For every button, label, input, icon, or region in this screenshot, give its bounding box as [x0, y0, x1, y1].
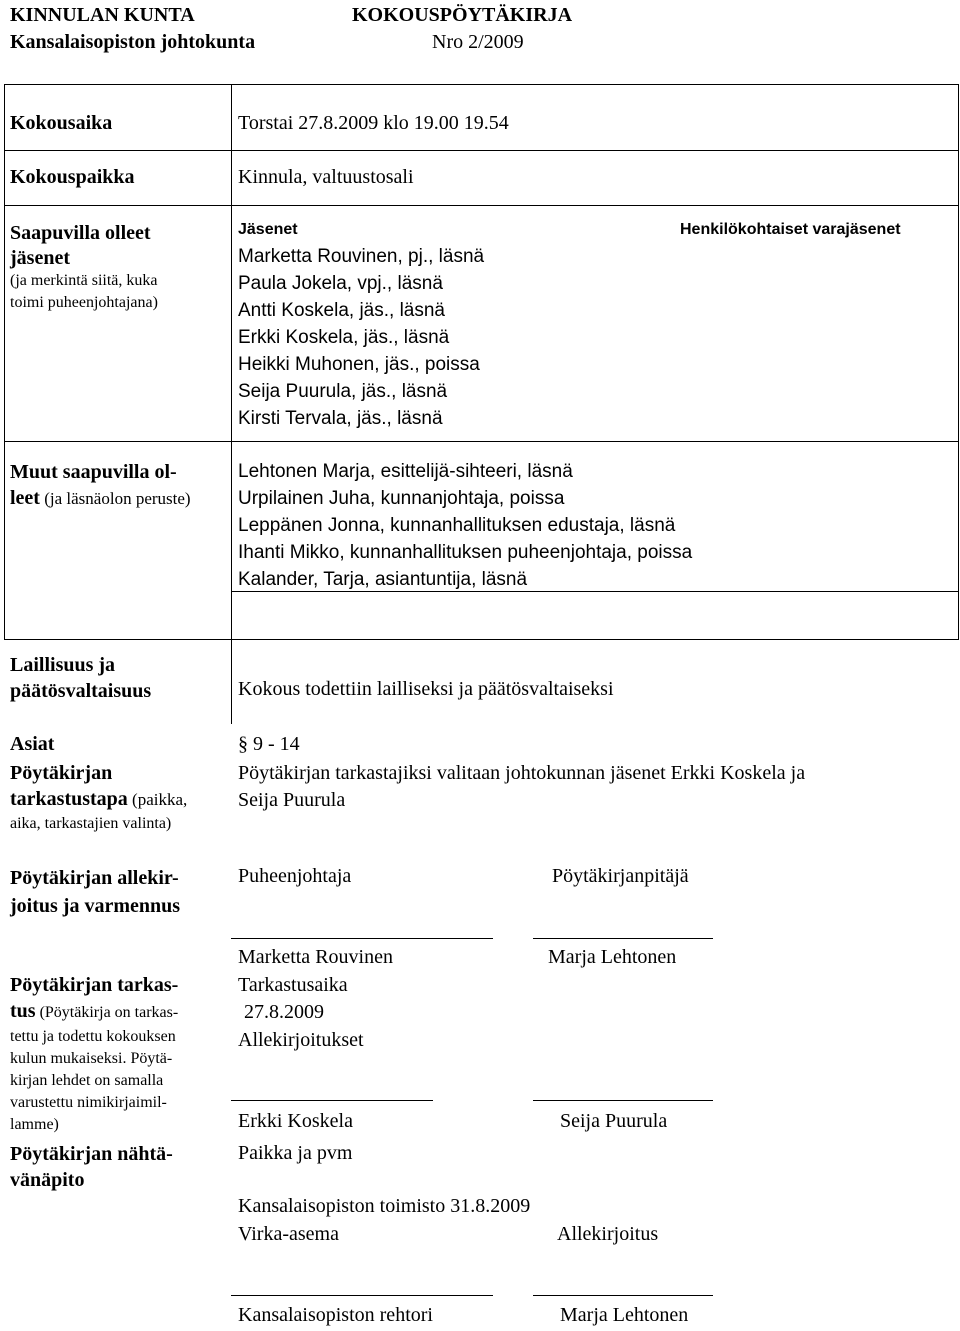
list-item: Kirsti Tervala, jäs., läsnä — [238, 408, 443, 429]
list-item: Kalander, Tarja, asiantuntija, läsnä — [238, 569, 528, 590]
table-column-divider — [231, 84, 232, 640]
present-label-note: (ja merkintä siitä, kuka — [10, 272, 158, 289]
document-type: KOKOUSPÖYTÄKIRJA — [352, 4, 573, 26]
signing-label-line: joitus ja varmennus — [10, 895, 181, 917]
inspection-label-note: aika, tarkastajien valinta) — [10, 815, 172, 832]
place-date-label: Paikka ja pvm — [238, 1142, 353, 1164]
display-signer-name: Marja Lehtonen — [560, 1304, 689, 1326]
row-divider — [4, 150, 959, 151]
position-line — [231, 1295, 493, 1296]
present-label-line: jäsenet — [10, 247, 70, 269]
list-item: Heikki Muhonen, jäs., poissa — [238, 354, 480, 375]
table-top-border — [4, 84, 959, 85]
row-divider — [4, 639, 959, 640]
deputies-column-header: Henkilökohtaiset varajäsenet — [680, 221, 901, 238]
checking-label-bold: tus — [10, 1000, 36, 1022]
position-label: Virka-asema — [238, 1223, 339, 1245]
legality-label — [10, 652, 151, 704]
board-name: Kansalaisopiston johtokunta — [10, 31, 256, 53]
municipality-name: KINNULAN KUNTA — [10, 4, 195, 26]
present-members-label — [10, 220, 158, 314]
list-item: Urpilainen Juha, kunnanjohtaja, poissa — [238, 488, 565, 509]
secretary-name: Marja Lehtonen — [548, 946, 677, 968]
meeting-time-value: Torstai 27.8.2009 klo 19.00 19.54 — [238, 112, 509, 134]
inspection-label-line: Pöytäkirjan — [10, 762, 113, 784]
present-label-line: Saapuvilla olleet — [10, 222, 151, 244]
secretary-signature-line — [533, 938, 713, 939]
checking-label-note: lamme) — [10, 1116, 59, 1133]
legality-label-line: päätösvaltaisuus — [10, 680, 152, 702]
list-item: Leppänen Jonna, kunnanhallituksen edustaja, läsnä — [238, 515, 676, 536]
inspection-method-value — [238, 760, 805, 814]
list-item: Antti Koskela, jäs., läsnä — [238, 300, 445, 321]
chair-title: Puheenjohtaja — [238, 865, 352, 887]
display-label-line: Pöytäkirjan nähtä- — [10, 1143, 173, 1165]
checking-label-note: tettu ja todettu kokouksen — [10, 1028, 176, 1045]
list-item: Paula Jokela, vpj., läsnä — [238, 273, 443, 294]
present-label-note: toimi puheenjohtajana) — [10, 294, 158, 311]
legality-label-line: Laillisuus ja — [10, 654, 116, 676]
chair-name: Marketta Rouvinen — [238, 946, 393, 968]
others-label-note: (ja läsnäolon peruste) — [39, 489, 191, 508]
matters-label: Asiat — [10, 733, 55, 755]
checker-1-signature-line — [231, 1100, 433, 1101]
others-label-line: Muut saapuvilla ol- — [10, 461, 177, 483]
row-divider — [4, 205, 959, 206]
position-value: Kansalaisopiston rehtori — [238, 1304, 433, 1326]
list-item: Lehtonen Marja, esittelijä-sihteeri, läsnä — [238, 461, 573, 482]
legality-value: Kokous todettiin lailliseksi ja päätösvaltaiseksi — [238, 678, 614, 700]
signing-label-line: Pöytäkirjan allekir- — [10, 867, 179, 889]
checking-label-line: Pöytäkirjan tarkas- — [10, 974, 179, 996]
checking-label — [10, 972, 178, 1136]
signature-label: Allekirjoitus — [557, 1223, 659, 1245]
other-attendees-label — [10, 459, 191, 512]
inspection-value-line: Seija Puurula — [238, 789, 346, 811]
meeting-place-label: Kokouspaikka — [10, 166, 135, 188]
checking-label-note: kulun mukaiseksi. Pöytä- — [10, 1050, 173, 1067]
inspection-method-label — [10, 760, 187, 835]
signatures-label: Allekirjoitukset — [238, 1029, 364, 1051]
checking-label-note: (Pöytäkirja on tarkas- — [35, 1004, 179, 1021]
others-label-bold: leet — [10, 487, 40, 509]
list-item: Seija Puurula, jäs., läsnä — [238, 381, 448, 402]
display-signature-line — [533, 1295, 713, 1296]
list-item: Erkki Koskela, jäs., läsnä — [238, 327, 450, 348]
document-number: Nro 2/2009 — [432, 31, 524, 53]
inspection-time-label: Tarkastusaika — [238, 974, 348, 996]
checker-2-name: Seija Puurula — [560, 1110, 668, 1132]
inspection-value-line: Pöytäkirjan tarkastajiksi valitaan johtokunnan jäsenet Erkki Koskela ja — [238, 762, 806, 784]
meeting-time-label: Kokousaika — [10, 112, 113, 134]
secretary-title: Pöytäkirjanpitäjä — [552, 865, 689, 887]
place-date-value: Kansalaisopiston toimisto 31.8.2009 — [238, 1195, 531, 1217]
checking-label-note: kirjan lehdet on samalla — [10, 1072, 164, 1089]
inspection-label-note: (paikka, — [127, 790, 188, 809]
list-item: Ihanti Mikko, kunnanhallituksen puheenjohtaja, poissa — [238, 542, 693, 563]
checker-1-name: Erkki Koskela — [238, 1110, 353, 1132]
table-right-border — [958, 84, 959, 640]
inspection-date: 27.8.2009 — [244, 1001, 324, 1023]
chair-signature-line — [231, 938, 493, 939]
other-attendees-list — [238, 458, 692, 593]
table-left-border — [4, 84, 5, 640]
public-display-label — [10, 1141, 173, 1193]
meeting-place-value: Kinnula, valtuustosali — [238, 166, 414, 188]
display-label-line: vänäpito — [10, 1169, 85, 1191]
checker-2-signature-line — [533, 1100, 713, 1101]
checking-label-note: varustettu nimikirjaimil- — [10, 1094, 167, 1111]
legality-column-divider — [231, 639, 232, 724]
matters-value: § 9 - 14 — [238, 733, 300, 755]
members-column-header: Jäsenet — [238, 221, 298, 238]
list-item: Marketta Rouvinen, pj., läsnä — [238, 246, 485, 267]
signing-label — [10, 864, 180, 920]
row-divider — [4, 441, 959, 442]
members-list — [238, 243, 484, 432]
inspection-label-bold: tarkastustapa — [10, 788, 128, 810]
